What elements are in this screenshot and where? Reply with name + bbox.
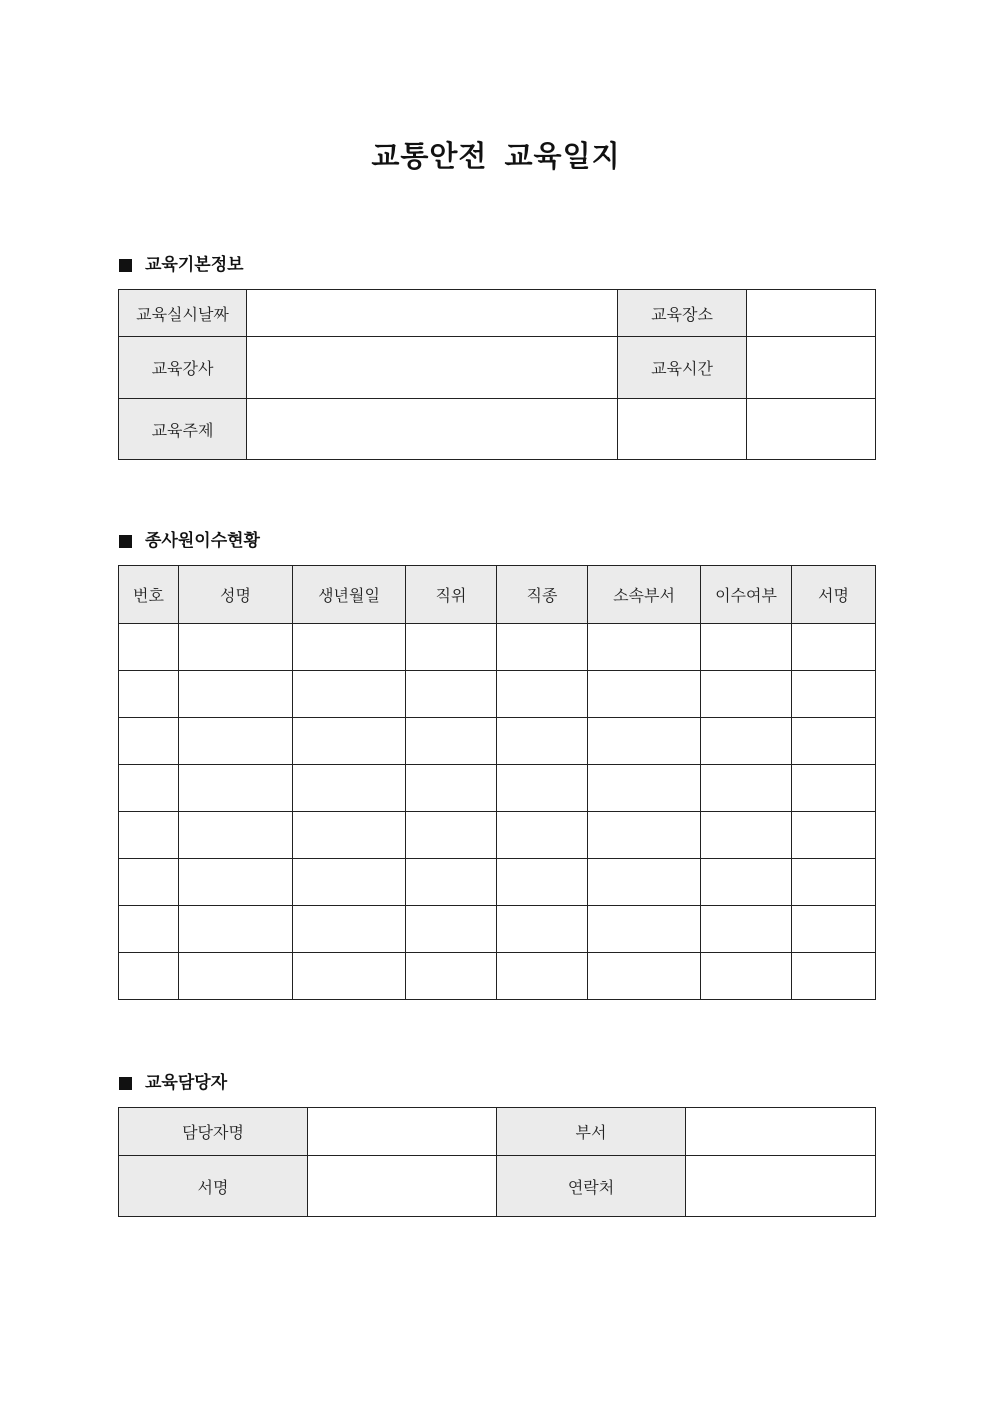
manager-row — [119, 1156, 876, 1217]
table-row — [119, 671, 876, 718]
education-place-field[interactable] — [747, 290, 876, 337]
cell-position[interactable] — [406, 906, 497, 953]
cell-department[interactable] — [588, 812, 701, 859]
cell-number[interactable] — [119, 812, 179, 859]
staff-heading — [119, 529, 260, 553]
cell-position[interactable] — [406, 671, 497, 718]
column-header-completion: 이수여부 — [701, 566, 792, 624]
cell-birthdate[interactable] — [293, 765, 406, 812]
cell-birthdate[interactable] — [293, 624, 406, 671]
blank-cell[interactable] — [618, 399, 747, 460]
label-education-place: 교육장소 — [618, 290, 747, 337]
department-field[interactable] — [686, 1108, 876, 1156]
cell-number[interactable] — [119, 765, 179, 812]
table-row — [119, 812, 876, 859]
cell-department[interactable] — [588, 859, 701, 906]
cell-number[interactable] — [119, 671, 179, 718]
column-header-number: 번호 — [119, 566, 179, 624]
cell-job-type[interactable] — [497, 671, 588, 718]
cell-name[interactable] — [179, 671, 293, 718]
cell-position[interactable] — [406, 718, 497, 765]
cell-number[interactable] — [119, 953, 179, 1000]
education-date-field[interactable] — [247, 290, 618, 337]
cell-number[interactable] — [119, 624, 179, 671]
cell-name[interactable] — [179, 859, 293, 906]
cell-completion[interactable] — [701, 859, 792, 906]
cell-completion[interactable] — [701, 765, 792, 812]
label-education-time: 교육시간 — [618, 337, 747, 399]
cell-name[interactable] — [179, 812, 293, 859]
cell-birthdate[interactable] — [293, 906, 406, 953]
staff-table-body — [119, 624, 876, 1000]
cell-signature[interactable] — [792, 812, 876, 859]
table-row — [119, 718, 876, 765]
signature-field[interactable] — [308, 1156, 497, 1217]
cell-completion[interactable] — [701, 953, 792, 1000]
cell-job-type[interactable] — [497, 953, 588, 1000]
cell-birthdate[interactable] — [293, 859, 406, 906]
cell-birthdate[interactable] — [293, 953, 406, 1000]
label-instructor: 교육강사 — [119, 337, 247, 399]
label-department: 부서 — [497, 1108, 686, 1156]
basic-info-row — [119, 337, 876, 399]
column-header-job-type: 직종 — [497, 566, 588, 624]
manager-name-field[interactable] — [308, 1108, 497, 1156]
cell-department[interactable] — [588, 765, 701, 812]
cell-job-type[interactable] — [497, 624, 588, 671]
cell-job-type[interactable] — [497, 765, 588, 812]
table-row — [119, 906, 876, 953]
table-header-row — [119, 566, 876, 624]
label-education-date: 교육실시날짜 — [119, 290, 247, 337]
column-header-position: 직위 — [406, 566, 497, 624]
manager-heading — [119, 1071, 227, 1095]
contact-field[interactable] — [686, 1156, 876, 1217]
cell-job-type[interactable] — [497, 906, 588, 953]
cell-signature[interactable] — [792, 624, 876, 671]
staff-heading-text: 종사원이수현황 — [145, 531, 260, 551]
cell-position[interactable] — [406, 765, 497, 812]
cell-department[interactable] — [588, 953, 701, 1000]
cell-position[interactable] — [406, 953, 497, 1000]
basic-info-heading-text: 교육기본정보 — [145, 255, 244, 275]
table-row — [119, 765, 876, 812]
cell-position[interactable] — [406, 812, 497, 859]
cell-number[interactable] — [119, 718, 179, 765]
cell-signature[interactable] — [792, 671, 876, 718]
square-bullet-icon — [119, 535, 132, 548]
blank-cell[interactable] — [747, 399, 876, 460]
document-title: 교통안전 교육일지 — [371, 139, 621, 173]
education-time-field[interactable] — [747, 337, 876, 399]
cell-position[interactable] — [406, 859, 497, 906]
cell-completion[interactable] — [701, 718, 792, 765]
instructor-field[interactable] — [247, 337, 618, 399]
label-manager-name: 담당자명 — [119, 1108, 308, 1156]
label-education-topic: 교육주제 — [119, 399, 247, 460]
cell-department[interactable] — [588, 671, 701, 718]
cell-name[interactable] — [179, 624, 293, 671]
education-topic-field[interactable] — [247, 399, 618, 460]
cell-name[interactable] — [179, 765, 293, 812]
cell-completion[interactable] — [701, 671, 792, 718]
cell-name[interactable] — [179, 906, 293, 953]
basic-info-row — [119, 399, 876, 460]
column-header-department: 소속부서 — [588, 566, 701, 624]
cell-signature[interactable] — [792, 859, 876, 906]
cell-department[interactable] — [588, 624, 701, 671]
table-row — [119, 953, 876, 1000]
label-signature: 서명 — [119, 1156, 308, 1217]
basic-info-heading — [119, 253, 244, 277]
basic-info-row — [119, 290, 876, 337]
cell-job-type[interactable] — [497, 812, 588, 859]
cell-number[interactable] — [119, 906, 179, 953]
cell-signature[interactable] — [792, 953, 876, 1000]
cell-name[interactable] — [179, 718, 293, 765]
manager-table — [118, 1107, 876, 1217]
table-row — [119, 859, 876, 906]
column-header-birthdate: 생년월일 — [293, 566, 406, 624]
cell-completion[interactable] — [701, 906, 792, 953]
column-header-signature: 서명 — [792, 566, 876, 624]
cell-department[interactable] — [588, 718, 701, 765]
manager-heading-text: 교육담당자 — [145, 1073, 228, 1093]
manager-row — [119, 1108, 876, 1156]
column-header-name: 성명 — [179, 566, 293, 624]
staff-completion-table — [118, 565, 876, 1000]
cell-completion[interactable] — [701, 812, 792, 859]
cell-job-type[interactable] — [497, 859, 588, 906]
square-bullet-icon — [119, 1077, 132, 1090]
cell-signature[interactable] — [792, 906, 876, 953]
table-row — [119, 624, 876, 671]
square-bullet-icon — [119, 259, 132, 272]
cell-position[interactable] — [406, 624, 497, 671]
cell-name[interactable] — [179, 953, 293, 1000]
basic-info-table — [118, 289, 876, 460]
cell-job-type[interactable] — [497, 718, 588, 765]
cell-birthdate[interactable] — [293, 718, 406, 765]
label-contact: 연락처 — [497, 1156, 686, 1217]
cell-signature[interactable] — [792, 718, 876, 765]
cell-number[interactable] — [119, 859, 179, 906]
cell-completion[interactable] — [701, 624, 792, 671]
cell-signature[interactable] — [792, 765, 876, 812]
cell-birthdate[interactable] — [293, 671, 406, 718]
cell-birthdate[interactable] — [293, 812, 406, 859]
cell-department[interactable] — [588, 906, 701, 953]
